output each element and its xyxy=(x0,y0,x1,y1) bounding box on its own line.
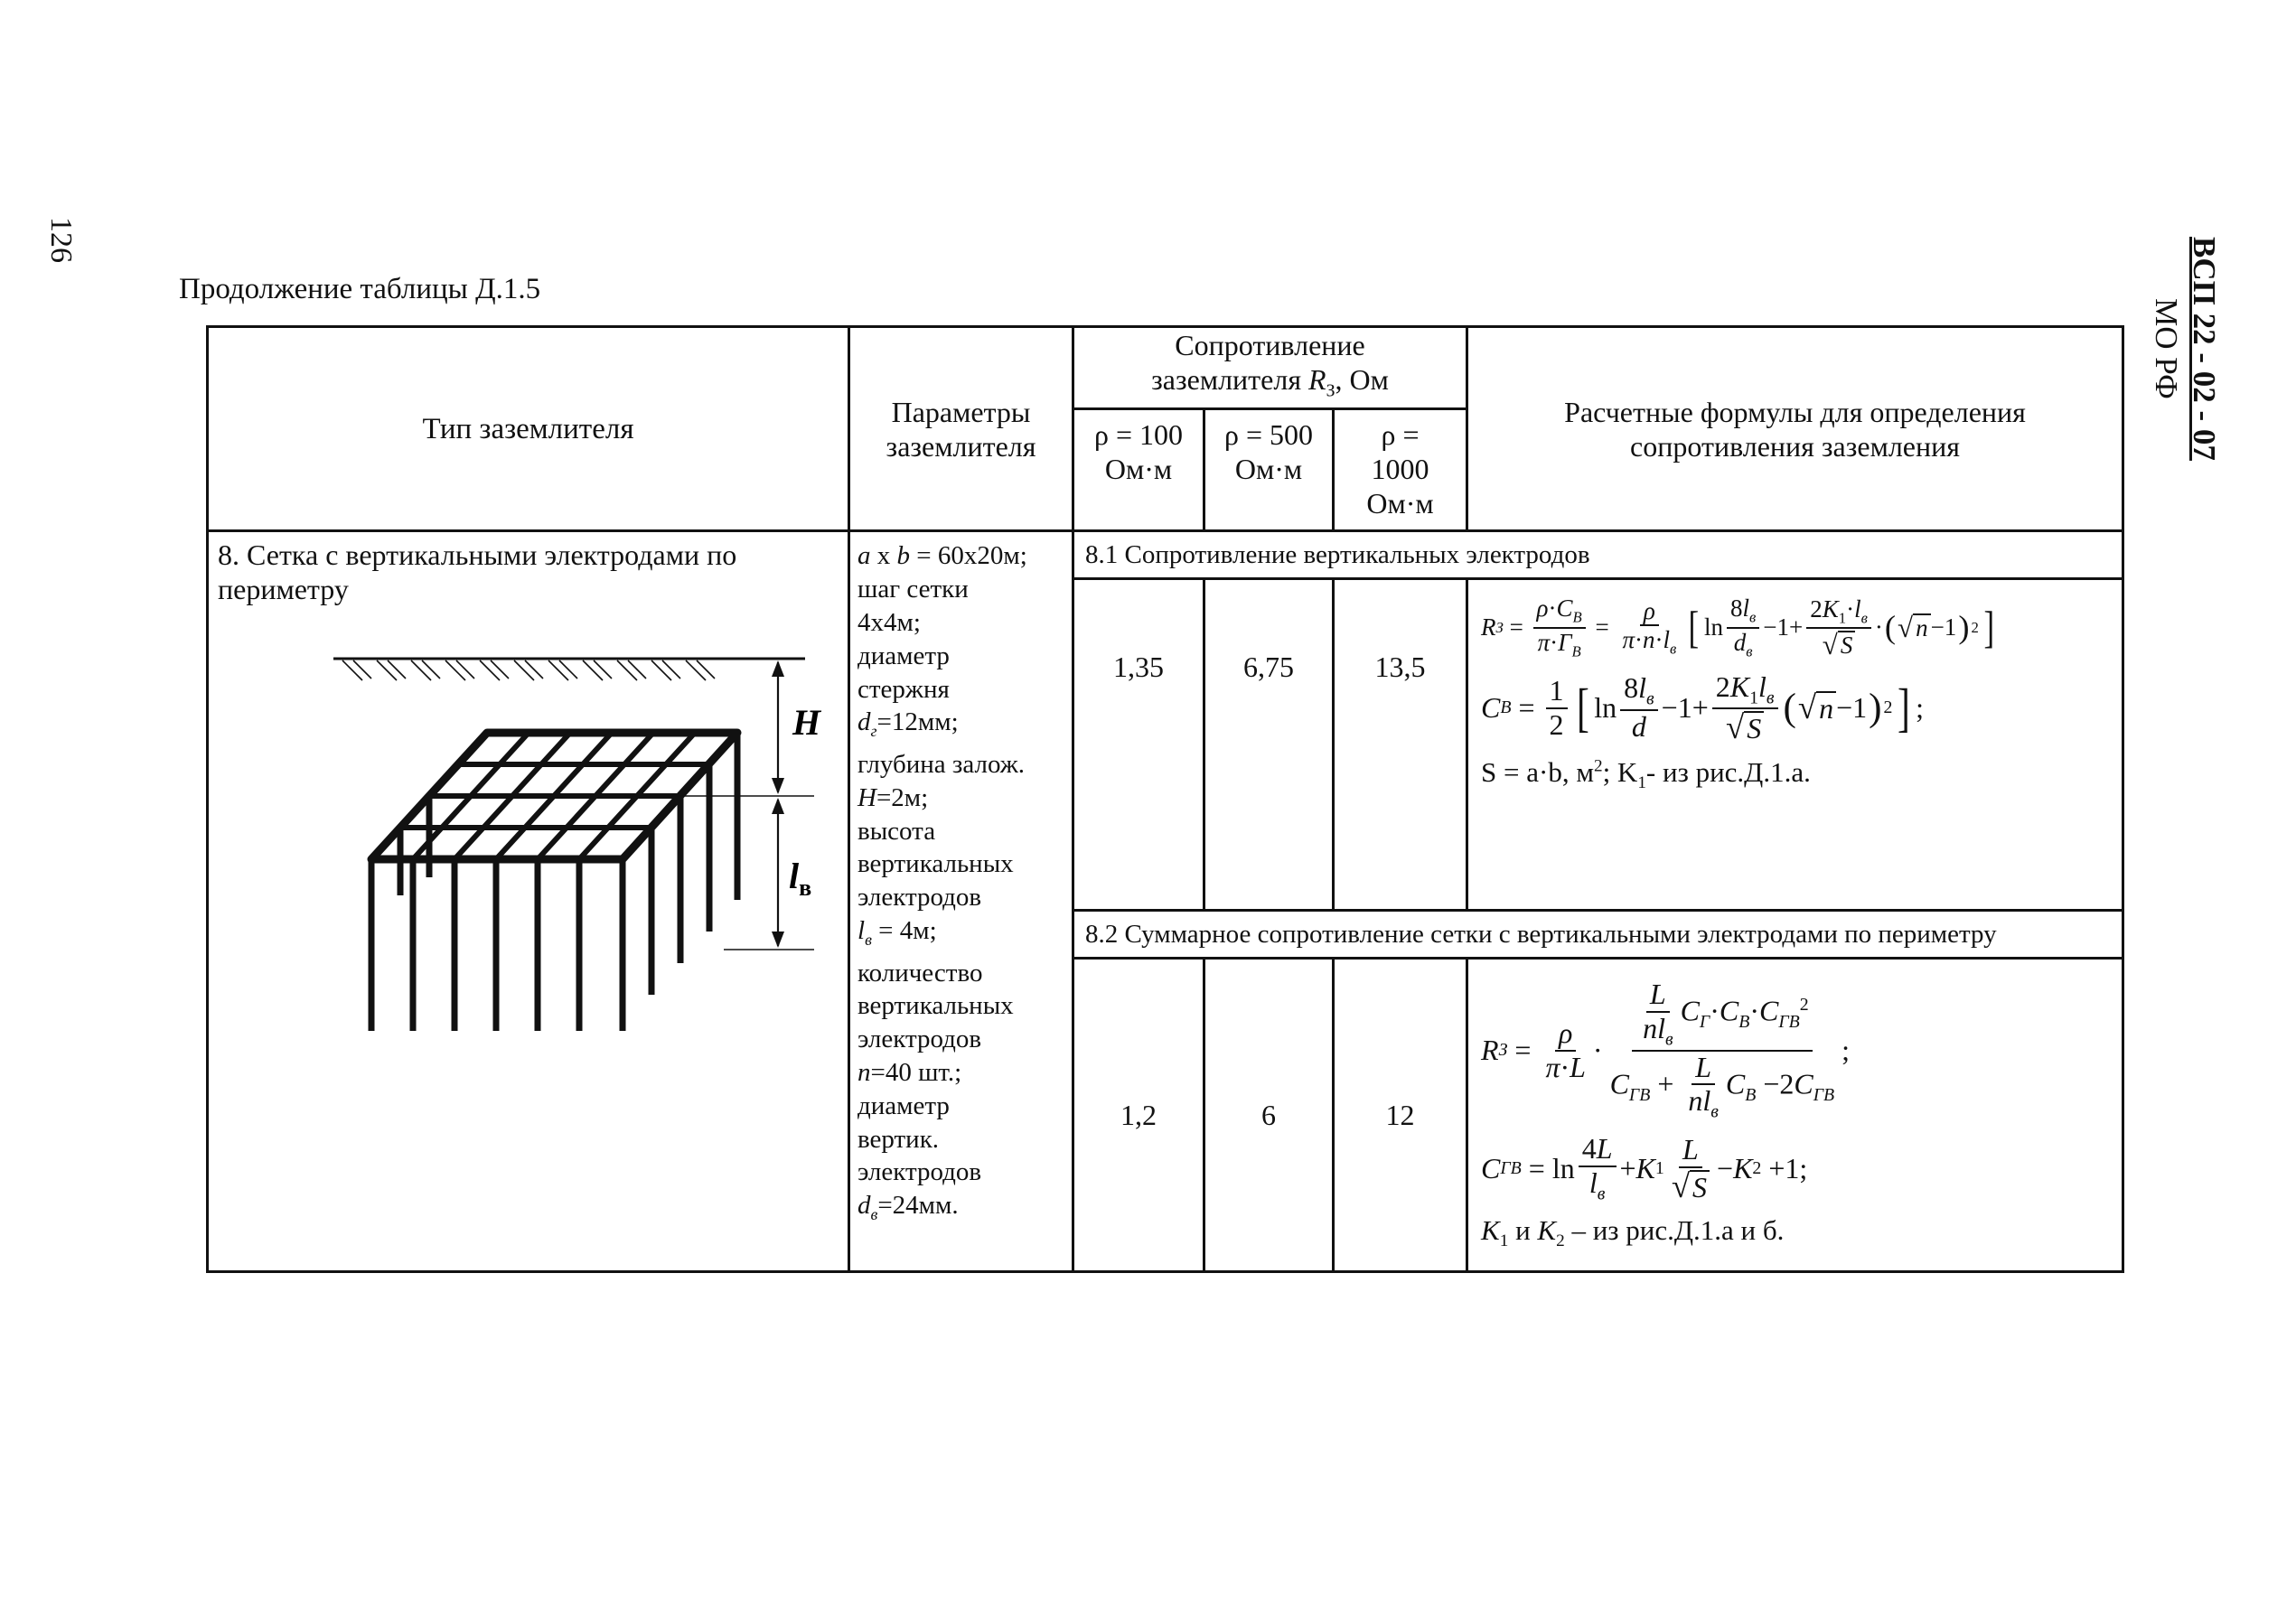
param-depth-label: глубина залож. xyxy=(857,749,1026,779)
header-rho-100-value: ρ = 100 xyxy=(1093,418,1183,452)
param-rod-symbol: d xyxy=(857,707,871,737)
param-height-label3: электродов xyxy=(857,883,982,913)
note-8-1-s-sup: 2 xyxy=(1593,756,1603,776)
param-count-label2: вертикальных xyxy=(857,991,1014,1021)
param-height-sub: в xyxy=(865,930,872,949)
header-resistance-subscript: З xyxy=(1326,380,1335,401)
subsection-8-2-title: 8.2 Суммарное сопротивление сетки с вертикальными электродами по периметру xyxy=(1073,911,2123,959)
param-rod-label1: диаметр xyxy=(857,641,950,670)
header-rho-1000 xyxy=(1334,409,1467,531)
subsection-8-1-title: 8.1 Сопротивление вертикальных электродов xyxy=(1073,531,2123,579)
note-8-2-and: и xyxy=(1508,1214,1538,1247)
param-height-value xyxy=(857,914,1064,957)
note-8-1-k-sub: 1 xyxy=(1637,772,1646,792)
param-vdiam-number: =24мм. xyxy=(877,1191,959,1221)
param-height-label2: вертикальных xyxy=(857,849,1014,879)
param-step-value: 4х4м; xyxy=(857,607,921,637)
formula-cgv: C ГВ = ln $\frac{4L}{l_в}$ + K 1 L √ S − K 2 +1; xyxy=(1481,1132,1808,1204)
value-8-1-rho-1000: 13,5 xyxy=(1334,579,1467,911)
note-8-1-tail: - из рис.Д.1.а. xyxy=(1645,755,1811,788)
param-size-a: a xyxy=(857,541,871,571)
formula-note-8-1 xyxy=(1481,756,2109,793)
param-count-label3: электродов xyxy=(857,1025,982,1054)
document-org-line: МО РФ xyxy=(2149,298,2184,399)
grid-electrode-figure xyxy=(218,624,832,1094)
type-title: 8. Сетка с вертикальными электродами по периметру xyxy=(218,538,737,606)
figure-label-length xyxy=(789,856,811,901)
header-rho-500-value: ρ = 500 xyxy=(1223,418,1313,452)
param-vdiam-label2: вертик. xyxy=(857,1124,940,1154)
header-type: Тип заземлителя xyxy=(208,327,849,531)
note-8-2-k1: K xyxy=(1481,1214,1500,1247)
document-code-line: ВСП 22 - 02 - 07 xyxy=(2187,237,2222,461)
param-depth-symbol: H xyxy=(857,782,876,812)
note-8-2-k2-sub: 2 xyxy=(1556,1231,1565,1251)
param-rod-sub: г xyxy=(870,722,877,741)
grounding-table xyxy=(206,325,2124,1273)
param-count-symbol: n xyxy=(857,1057,871,1087)
param-size-x: x xyxy=(870,541,897,571)
header-rho-100 xyxy=(1073,409,1204,531)
param-height-number: = 4м; xyxy=(871,915,937,945)
type-cell xyxy=(208,531,849,1272)
formula-r3-vertical: R З = $\frac{\rho\cdot C_B}{\pi\cdot Г_B}$ = $\frac{\rho}{\pi\cdot n\cdot l_в}$ [ ln $\frac{8l_в}{d_в}$ −1+ $2K_1\cdot l_в$ √ S · ( √ n −1 ) 2 ] xyxy=(1481,595,1994,661)
table-caption: Продолжение таблицы Д.1.5 xyxy=(179,273,541,305)
param-step-label: шаг сетки xyxy=(857,575,969,604)
param-count-label1: количество xyxy=(857,958,983,988)
param-count-value xyxy=(857,1056,1064,1090)
header-rho-1000-unit: Ом·м xyxy=(1366,487,1434,520)
param-vdiam-label1: диаметр xyxy=(857,1091,950,1120)
header-resistance xyxy=(1073,327,1467,409)
header-formulas: Расчетные формулы для определения сопротивления заземления xyxy=(1467,327,2123,531)
header-rho-100-unit: Ом·м xyxy=(1104,453,1173,486)
param-count-number: =40 шт.; xyxy=(870,1057,962,1087)
page-number: 126 xyxy=(44,217,78,263)
formula-cb: C B = $\frac{1}{2}$ [ ln $\frac{8l_в}{d}$ −1+ $2K_1l_в$ √ S ( √ n −1 ) 2 ] ; xyxy=(1481,669,1925,746)
params-cell xyxy=(849,531,1073,1272)
value-8-1-rho-500: 6,75 xyxy=(1204,579,1334,911)
header-rho-500 xyxy=(1204,409,1334,531)
value-8-2-rho-1000: 12 xyxy=(1334,959,1467,1272)
header-rho-500-unit: Ом·м xyxy=(1234,453,1303,486)
header-resistance-symbol: R xyxy=(1308,363,1326,396)
header-resistance-line1: Сопротивление xyxy=(1175,329,1365,361)
header-rho-1000-line1: ρ = xyxy=(1381,418,1420,452)
header-resistance-unit: , Ом xyxy=(1335,363,1389,396)
param-vdiam-value xyxy=(857,1189,1064,1231)
param-height-label1: высота xyxy=(857,816,936,846)
formula-cell-8-1 xyxy=(1467,579,2123,911)
note-8-1-k: ; K xyxy=(1602,755,1638,788)
param-height-symbol: l xyxy=(857,915,866,945)
param-vdiam-symbol: d xyxy=(857,1191,871,1221)
param-vdiam-label3: электродов xyxy=(857,1157,982,1187)
formula-note-8-2 xyxy=(1481,1214,2109,1251)
figure-label-depth: H xyxy=(792,702,821,744)
header-params: Параметры заземлителя xyxy=(849,327,1073,531)
param-rod-value xyxy=(857,706,1064,748)
value-8-1-rho-100: 1,35 xyxy=(1073,579,1204,911)
note-8-2-k1-sub: 1 xyxy=(1499,1231,1509,1251)
figure-label-length-symbol: l xyxy=(789,856,800,897)
param-rod-number: =12мм; xyxy=(876,707,959,737)
param-size-b: b xyxy=(896,541,910,571)
param-vdiam-sub: в xyxy=(870,1204,878,1223)
document-code xyxy=(2147,237,2223,461)
note-8-2-tail: – из рис.Д.1.а и б. xyxy=(1564,1214,1785,1247)
header-resistance-prefix: заземлителя xyxy=(1151,363,1302,396)
header-rho-1000-line2: 1000 xyxy=(1371,453,1429,486)
value-8-2-rho-100: 1,2 xyxy=(1073,959,1204,1272)
value-8-2-rho-500: 6 xyxy=(1204,959,1334,1272)
param-depth-number: =2м; xyxy=(876,782,929,812)
param-size xyxy=(857,539,1064,573)
formula-r3-total: R З = $\frac{\rho}{\pi\cdot L}$ · $\frac{L}{nl_в}$ $C_Г\cdot C_B\cdot C_{ГВ}^2$ $C_{ГВ}$ + $\frac{L}{nl_в}$ $C_B -2C_{ГВ}$ ; xyxy=(1481,978,1851,1122)
note-8-1-s: S = a·b, м xyxy=(1481,755,1594,788)
formula-cell-8-2 xyxy=(1467,959,2123,1272)
figure-label-length-subscript: в xyxy=(799,875,812,902)
header-resistance-line2 xyxy=(1074,362,1466,407)
note-8-2-k2: K xyxy=(1537,1214,1557,1247)
param-rod-label2: стержня xyxy=(857,674,950,704)
param-size-value: = 60x20м; xyxy=(910,541,1027,571)
param-depth-value xyxy=(857,782,1064,815)
